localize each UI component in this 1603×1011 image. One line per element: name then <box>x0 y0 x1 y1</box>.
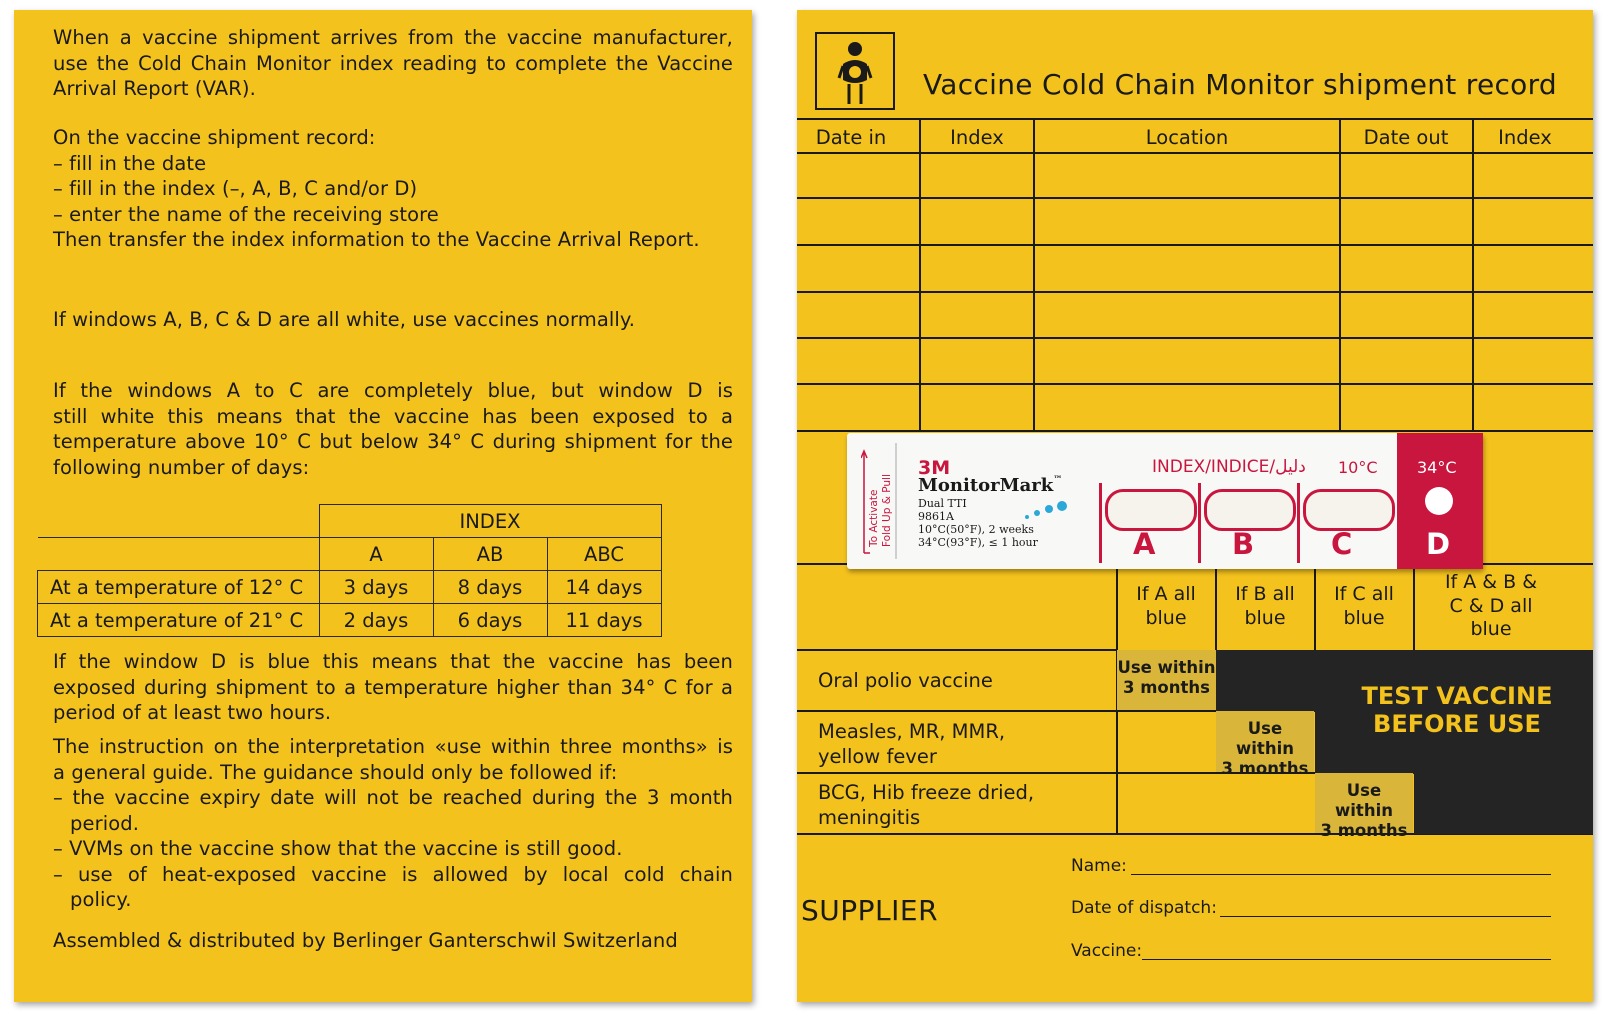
shipment-record-card <box>797 10 1593 1002</box>
window-b-letter: B <box>1232 527 1255 561</box>
row-label: At a temperature of 21° C <box>38 604 320 637</box>
name-field-label: Name: <box>1071 856 1127 876</box>
window-a-letter: A <box>1133 527 1156 561</box>
table-cell: 2 days <box>319 604 433 637</box>
dispatch-field-label: Date of dispatch: <box>1071 898 1217 918</box>
table-cell: 8 days <box>433 571 547 604</box>
use-within-badge: Use within 3 months <box>1315 773 1413 833</box>
dispatch-field-line[interactable] <box>1220 916 1551 917</box>
supplier-heading: SUPPLIER <box>801 894 939 927</box>
blue-windows-paragraph: If the windows A to C are completely blue, but window D is still white this means that the vaccine has been exposed to a temperature above 10° C but below 34° C during shipment for the following number of days: <box>53 379 733 479</box>
column-abc: ABC <box>547 538 661 571</box>
logo <box>815 32 895 110</box>
oral-polio-label: Oral polio vaccine <box>818 669 993 692</box>
index-header: INDEX <box>319 505 661 538</box>
use-within-badge: Use within 3 months <box>1117 650 1216 710</box>
guidance-paragraph: The instruction on the interpretation «use within three months» is a general guide. The guidance should only be followed if: – the vaccine expiry date will not be reached during the 3 month period. – VVMs on the vaccine show that the vaccine is still good. – use of heat-exposed vaccine is allowed by local cold chain policy. <box>53 735 733 911</box>
window-b <box>1204 489 1296 531</box>
column-location: Location <box>1145 126 1229 149</box>
window-d-paragraph: If the window D is blue this means that the vaccine has been exposed during shipment to a temperature higher than 34° C for a period of at least two hours. <box>53 650 733 724</box>
window-a <box>1105 489 1197 531</box>
table-cell: 6 days <box>433 604 547 637</box>
bcg-label: BCG, Hib freeze dried, meningitis <box>818 781 1035 829</box>
window-d <box>1425 487 1453 515</box>
activate-tab[interactable]: To Activate Fold Up & Pull <box>861 445 885 557</box>
column-date-in: Date in <box>815 126 887 149</box>
vaccine-field-label: Vaccine: <box>1071 941 1143 961</box>
column-date-out: Date out <box>1363 126 1449 149</box>
measles-label: Measles, MR, MMR, yellow fever <box>818 720 1006 768</box>
name-field-line[interactable] <box>1131 874 1551 875</box>
vaccine-field-line[interactable] <box>1142 959 1551 960</box>
manufacturer-footer: Assembled & distributed by Berlinger Ganterschwil Switzerland <box>53 929 678 952</box>
if-b-header: If B all blue <box>1235 583 1295 629</box>
monitormark-indicator <box>847 433 1483 569</box>
page-title: Vaccine Cold Chain Monitor shipment record <box>923 68 1557 101</box>
all-white-paragraph: If windows A, B, C & D are all white, use vaccines normally. <box>53 308 636 331</box>
temp-high-label: 34°C <box>1417 458 1457 477</box>
table-cell: 14 days <box>547 571 661 604</box>
use-within-badge: Use within 3 months <box>1216 711 1314 772</box>
table-row <box>38 571 662 604</box>
column-index-out: Index <box>1498 126 1552 149</box>
table-columns-row <box>38 538 662 571</box>
table-header-row <box>38 505 662 538</box>
child-figure-icon <box>817 34 893 108</box>
3m-logo: 3M <box>918 457 951 479</box>
window-d-letter: D <box>1426 527 1451 561</box>
row-label: At a temperature of 12° C <box>38 571 320 604</box>
if-c-header: If C all blue <box>1334 583 1394 629</box>
table-cell: 3 days <box>319 571 433 604</box>
window-c <box>1303 489 1395 531</box>
index-label: INDEX/INDICE/دليل <box>1152 457 1306 477</box>
window-d-panel <box>1397 433 1483 569</box>
intro-paragraph: When a vaccine shipment arrives from the vaccine manufacturer, use the Cold Chain Monitor index reading to complete the Vaccine Arrival Report (VAR). <box>53 26 733 100</box>
if-abcd-header: If A & B & C & D all blue <box>1444 571 1538 640</box>
column-ab: AB <box>433 538 547 571</box>
table-row <box>38 604 662 637</box>
index-days-table <box>37 504 662 637</box>
window-c-letter: C <box>1331 527 1353 561</box>
if-a-header: If A all blue <box>1136 583 1196 629</box>
dots-icon <box>1023 499 1069 523</box>
instructions-card <box>14 10 752 1002</box>
product-name: MonitorMark™ <box>918 475 1063 496</box>
test-vaccine-warning: TEST VACCINE BEFORE USE <box>1361 682 1553 738</box>
column-index: Index <box>950 126 1004 149</box>
table-cell: 11 days <box>547 604 661 637</box>
temp-low-label: 10°C <box>1338 458 1378 477</box>
column-a: A <box>319 538 433 571</box>
record-instructions: On the vaccine shipment record: – fill in the date – fill in the index (–, A, B, C and/or D) – enter the name of the receiving store Then transfer the index information to the Vaccine Arrival Report. <box>53 126 700 251</box>
product-specs: Dual TTI 9861A 10°C(50°F), 2 weeks 34°C(93°F), ≤ 1 hour <box>918 497 1038 549</box>
